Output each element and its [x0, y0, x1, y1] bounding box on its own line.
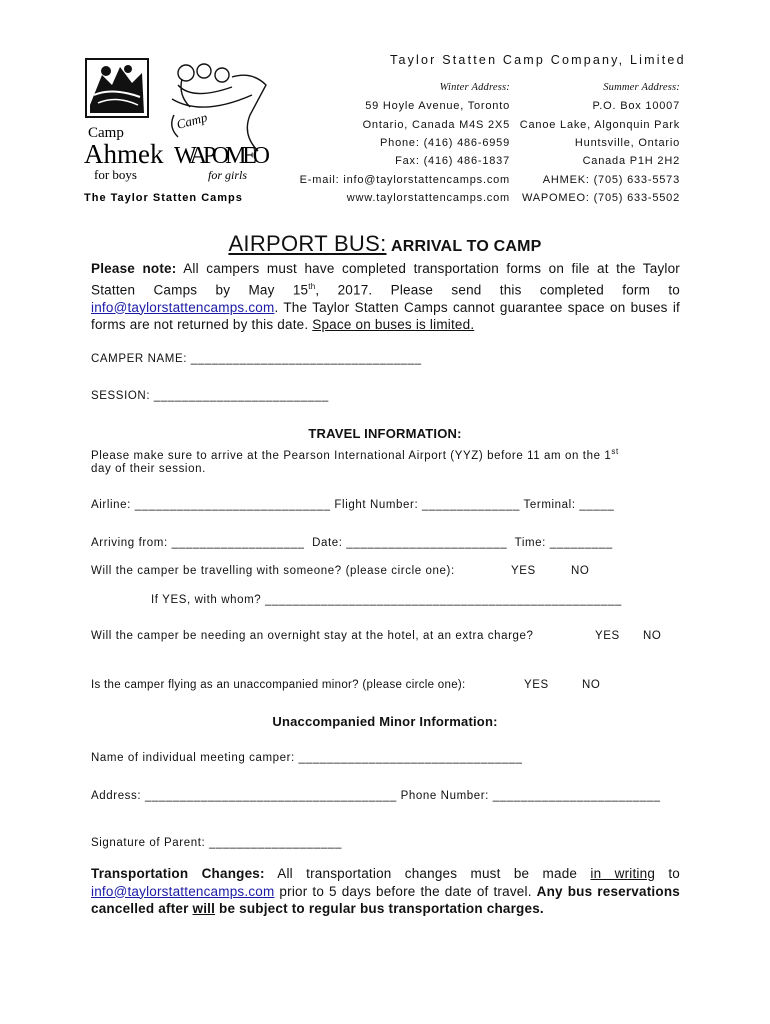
- minor-info-heading: Unaccompanied Minor Information:: [272, 714, 498, 729]
- changes-bold-2: be subject to regular bus transportation charges.: [215, 901, 544, 916]
- changes-text-3: prior to 5 days before the date of travel.: [274, 883, 537, 899]
- in-writing-text: in writing: [590, 866, 656, 881]
- note-text-1: All campers must have completed transportation forms on file at the Taylor Statten Camps by May 15: [91, 261, 680, 297]
- unaccompanied-yes-option[interactable]: YES: [524, 679, 549, 691]
- note-sup: th: [308, 281, 316, 291]
- camper-name-field[interactable]: CAMPER NAME: _________________________________: [91, 353, 422, 365]
- arrival-instruction-line-2: day of their session.: [91, 463, 206, 475]
- instruction-text-1: Please make sure to arrive at the Pearson International Airport (YYZ) before 11 am on the 1: [91, 449, 612, 462]
- overnight-yes-option[interactable]: YES: [595, 630, 620, 642]
- ahmek-illustration-icon: [86, 59, 148, 117]
- ahmek-name-text: Ahmek: [84, 139, 164, 169]
- address-phone-fields[interactable]: Address: ____________________________________ Phone Number: ________________________: [91, 790, 661, 802]
- meeting-person-field[interactable]: Name of individual meeting camper: ________________________________: [91, 752, 523, 764]
- title-main: AIRPORT BUS:: [228, 231, 387, 256]
- note-text-2: , 2017. Please send this completed form to: [315, 282, 680, 297]
- travelling-no-option[interactable]: NO: [571, 565, 590, 577]
- winter-address-label: Winter Address:: [439, 82, 510, 93]
- changes-label: Transportation Changes:: [91, 866, 265, 881]
- summer-address-line-2: Canoe Lake, Algonquin Park: [519, 119, 680, 131]
- winter-email: E-mail: info@taylorstattencamps.com: [299, 174, 510, 186]
- session-field[interactable]: SESSION: _________________________: [91, 390, 329, 402]
- wapomeo-phone: WAPOMEO: (705) 633-5502: [522, 192, 680, 204]
- arriving-date-time-fields[interactable]: Arriving from: ___________________ Date: _______________________ Time: _________: [91, 537, 613, 549]
- note-email-link[interactable]: info@taylorstattencamps.com: [91, 299, 275, 315]
- note-text-3: . The Taylor Statten Camps cannot guarantee space on buses if forms are not returned by this date.: [91, 299, 680, 332]
- arrival-instruction-line-1: [91, 447, 619, 462]
- ahmek-sub-text: for boys: [94, 167, 137, 182]
- summer-address-line-4: Canada P1H 2H2: [582, 155, 680, 167]
- changes-text-2: to: [655, 866, 680, 881]
- winter-fax: Fax: (416) 486-1837: [395, 155, 510, 167]
- summer-address-line-3: Huntsville, Ontario: [574, 137, 680, 149]
- parent-signature-field[interactable]: Signature of Parent: ___________________: [91, 837, 343, 849]
- ahmek-camp-text: Camp: [88, 125, 124, 141]
- wapomeo-illustration-icon: [172, 64, 266, 151]
- wapomeo-camp-text: Camp: [174, 109, 209, 132]
- space-limited-text: Space on buses is limited.: [312, 317, 475, 332]
- winter-phone: Phone: (416) 486-6959: [380, 137, 510, 149]
- summer-address-line-1: P.O. Box 10007: [592, 100, 680, 112]
- unaccompanied-no-option[interactable]: NO: [582, 679, 601, 691]
- instruction-sup: st: [611, 447, 619, 456]
- changes-bold-1: Any bus reservations cancelled after: [91, 883, 680, 916]
- title-sub: ARRIVAL TO CAMP: [390, 238, 542, 255]
- please-note-paragraph: [91, 260, 680, 334]
- winter-website: www.taylorstattencamps.com: [346, 192, 510, 204]
- travel-info-heading: TRAVEL INFORMATION:: [308, 426, 462, 441]
- camps-logo: [82, 55, 274, 205]
- changes-text-1: All transportation changes must be made: [264, 866, 591, 881]
- winter-address-line-1: 59 Hoyle Avenue, Toronto: [365, 100, 510, 112]
- company-name: Taylor Statten Camp Company, Limited: [390, 53, 686, 67]
- travelling-yes-option[interactable]: YES: [511, 565, 536, 577]
- ahmek-phone: AHMEK: (705) 633-5573: [542, 174, 680, 186]
- unaccompanied-question: Is the camper flying as an unaccompanied minor? (please circle one):: [91, 679, 466, 691]
- wapomeo-name-text: WAPOMEO: [174, 143, 270, 169]
- transportation-changes-paragraph: [91, 865, 680, 918]
- logo-tagline: The Taylor Statten Camps: [84, 192, 243, 204]
- will-text: will: [192, 901, 216, 916]
- summer-address-label: Summer Address:: [603, 82, 680, 93]
- wapomeo-sub-text: for girls: [208, 168, 248, 182]
- with-whom-field[interactable]: If YES, with whom? ___________________________________________________: [151, 594, 622, 606]
- airline-flight-terminal-fields[interactable]: Airline: ____________________________ Flight Number: ______________ Terminal: _____: [91, 499, 615, 511]
- travelling-question: Will the camper be travelling with someone? (please circle one):: [91, 565, 455, 577]
- changes-email-link[interactable]: info@taylorstattencamps.com: [91, 883, 275, 899]
- page-title: [0, 231, 770, 257]
- overnight-no-option[interactable]: NO: [643, 630, 662, 642]
- overnight-question: Will the camper be needing an overnight stay at the hotel, at an extra charge?: [91, 630, 534, 642]
- note-label: Please note:: [91, 261, 177, 276]
- winter-address-line-2: Ontario, Canada M4S 2X5: [362, 119, 510, 131]
